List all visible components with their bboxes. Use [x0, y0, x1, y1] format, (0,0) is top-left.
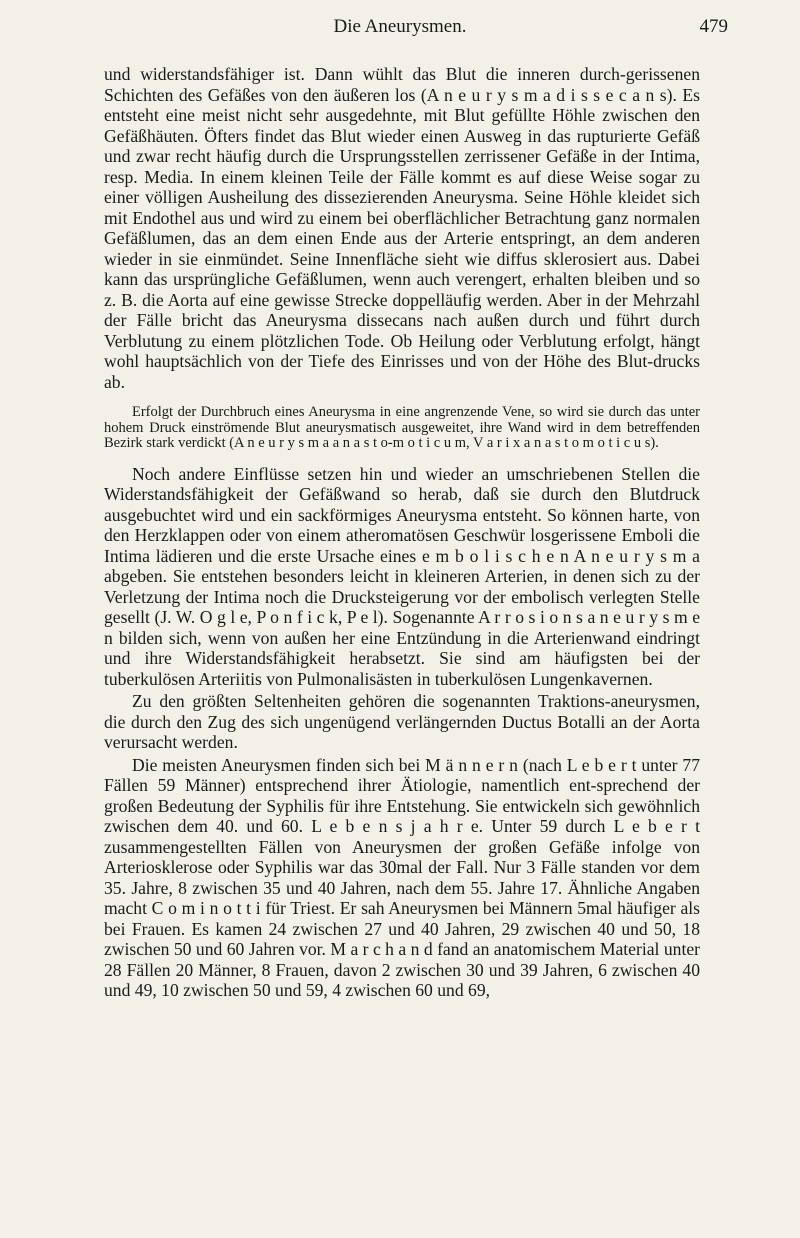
paragraph-statistics: Die meisten Aneurysmen finden sich bei M ä n n e r n (nach L e b e r t unter 77 Fällen 59 Männer) entsprechend ihrer Ätiologie, namentlich ent-sprechend der großen Bedeutung der Syphilis für ihre Entstehung. Sie entwickeln sich gewöhnlich zwischen dem 40. und 60. L e b e n s j a h r e. Unter 59 durch L e b e r t zusammengestellten Fällen von Aneurysmen der großen Gefäße infolge von Arteriosklerose oder Syphilis war das 30mal der Fall. Nur 3 Fälle standen vor dem 35. Jahre, 8 zwischen 35 und 40 Jahren, nach dem 55. Jahre 17. Ähnliche Angaben macht C o m i n o t t i für Triest. Er sah Aneurysmen bei Männern 5mal häufiger als bei Frauen. Es kamen 24 zwischen 27 und 40 Jahren, 29 zwischen 40 und 50, 18 zwischen 50 und 60 Jahren vor. M a r c h a n d fand an anatomischem Material unter 28 Fällen 20 Männer, 8 Frauen, davon 2 zwischen 30 und 39 Jahren, 6 zwischen 40 und 49, 10 zwischen 50 und 59, 4 zwischen 60 und 69,	[104, 754, 700, 1001]
page-number: 479	[699, 16, 728, 37]
body-text	[104, 64, 700, 1001]
paragraph-traction-aneurysm: Zu den größten Seltenheiten gehören die sogenannten Traktions-aneurysmen, die durch den Zug des sich ungenügend verlängernden Ductus Botalli an der Aorta verursacht werden.	[104, 691, 700, 753]
paragraph-embolic-aneurysm: Noch andere Einflüsse setzen hin und wieder an umschriebenen Stellen die Widerstandsfähigkeit der Gefäßwand so herab, daß sie durch den Blutdruck ausgebuchtet wird und ein sackförmiges Aneurysma entsteht. So können harte, von den Herzklappen oder von einem atheromatösen Geschwür losgerissene Emboli die Intima lädieren und die erste Ursache eines e m b o l i s c h e n A n e u r y s m a abgeben. Sie entstehen besonders leicht in kleineren Arterien, in denen sich zu der Verletzung der Intima noch die Drucksteigerung vor der embolisch verlegten Stelle gesellt (J. W. O g l e, P o n f i c k, P e l). Sogenannte A r r o s i o n s a n e u r y s m e n bilden sich, wenn von außen her eine Entzündung in die Arterienwand eindringt und ihre Widerstandsfähigkeit herabsetzt. Sie sind am häufigsten bei der tuberkulösen Arteriitis von Pulmonalisästen in tuberkulösen Lungenkavernen.	[104, 463, 700, 689]
page-header	[0, 8, 800, 44]
paragraph-small-print-varix: Erfolgt der Durchbruch eines Aneurysma in eine angrenzende Vene, so wird sie durch das unter hohem Druck einströmende Blut aneurysmatisch ausgeweitet, ihre Wand wird in dem betreffenden Bezirk stark verdickt (A n e u r y s m a a n a s t o-m o t i c u m, V a r i x a n a s t o m o t i c u s).	[104, 404, 700, 452]
paragraph-aneurysma-dissecans: und widerstandsfähiger ist. Dann wühlt das Blut die inneren durch-gerissenen Schichten des Gefäßes von den äußeren los (A n e u r y s m a d i s s e c a n s). Es entsteht eine meist nicht sehr ausgedehnte, mit Blut gefüllte Höhle zwischen den Gefäßhäuten. Öfters findet das Blut wieder einen Ausweg in das rupturierte Gefäß und zwar recht häufig durch die Ursprungsstellen zerrissener Gefäße in der Intima, resp. Media. In einem kleinen Teile der Fälle kommt es auf diese Weise sogar zu einer völligen Ausheilung des dissezierenden Aneurysma. Seine Höhle kleidet sich mit Endothel aus und wird zu einem bei oberflächlicher Betrachtung ganz normalen Gefäßlumen, das an dem einen Ende aus der Arterie entspringt, an dem anderen wieder in sie einmündet. Seine Innenfläche sieht wie diffus sklerosiert aus. Dabei kann das ursprüngliche Gefäßlumen, wenn auch verengert, erhalten bleiben und so z. B. die Aorta auf eine gewisse Strecke doppelläufig werden. Aber in der Mehrzahl der Fälle bricht das Aneurysma dissecans nach außen durch und führt durch Verblutung zu einem plötzlichen Tode. Ob Heilung oder Verblutung erfolgt, hängt wohl hauptsächlich von der Tiefe des Einrisses und von der Höhe des Blut-drucks ab.	[104, 64, 700, 392]
running-title: Die Aneurysmen.	[333, 16, 467, 37]
